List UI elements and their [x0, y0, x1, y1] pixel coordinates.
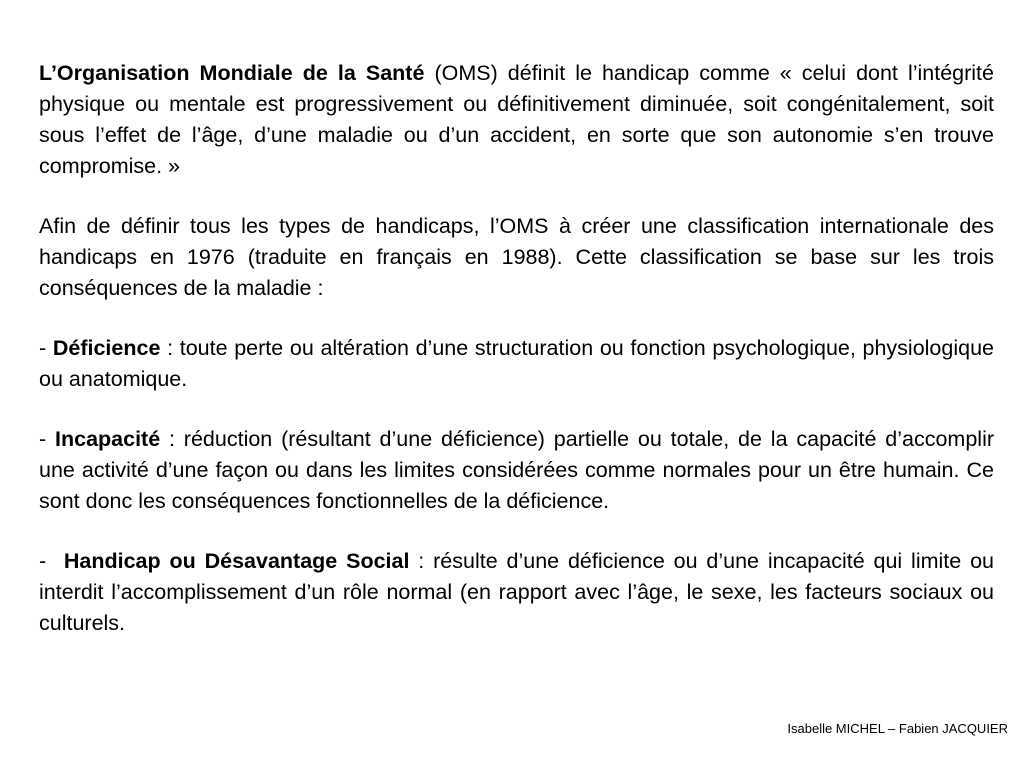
- list-dash: -: [39, 427, 55, 451]
- paragraph-oms-definition: [39, 58, 994, 182]
- paragraph-classification: [39, 211, 994, 304]
- list-dash: -: [39, 336, 53, 360]
- definition-incapacite: : réduction (résultant d’une déficience) partielle ou totale, de la capacité d’accomplir une activité d’une façon ou dans les limites considérées comme normales pour un être humain. Ce sont donc les conséquences fonctionnelles de la déficience.: [39, 427, 995, 513]
- list-item-deficience: [39, 333, 994, 395]
- footer-authors: Isabelle MICHEL – Fabien JACQUIER: [787, 721, 1008, 736]
- list-item-incapacite: [39, 424, 994, 517]
- list-dash: -: [39, 549, 64, 573]
- oms-name: L’Organisation Mondiale de la Santé: [39, 61, 425, 85]
- slide-content: [39, 58, 994, 668]
- oms-definition-text: (OMS) définit le handicap comme « celui dont l’intégrité physique ou mentale est progressivement ou définitivement diminuée, soit congénitalement, soit sous l’effet de l’âge, d’une maladie ou d’un accident, en sorte que son autonomie s’en trouve compromise. »: [39, 61, 994, 178]
- term-deficience: Déficience: [52, 336, 161, 360]
- definition-deficience: : toute perte ou altération d’une structuration ou fonction psychologique, physiologique ou anatomique.: [39, 336, 994, 391]
- list-item-handicap: [39, 546, 994, 639]
- term-incapacite: Incapacité: [55, 427, 161, 451]
- definition-handicap: : résulte d’une déficience ou d’une incapacité qui limite ou interdit l’accomplissement d’un rôle normal (en rapport avec l’âge, le sexe, les facteurs sociaux ou culturels.: [39, 549, 994, 635]
- term-handicap: Handicap ou Désavantage Social: [63, 549, 410, 573]
- classification-text: Afin de définir tous les types de handicaps, l’OMS à créer une classification internationale des handicaps en 1976 (traduite en français en 1988). Cette classification se base sur les trois conséquences de la maladie :: [39, 214, 994, 300]
